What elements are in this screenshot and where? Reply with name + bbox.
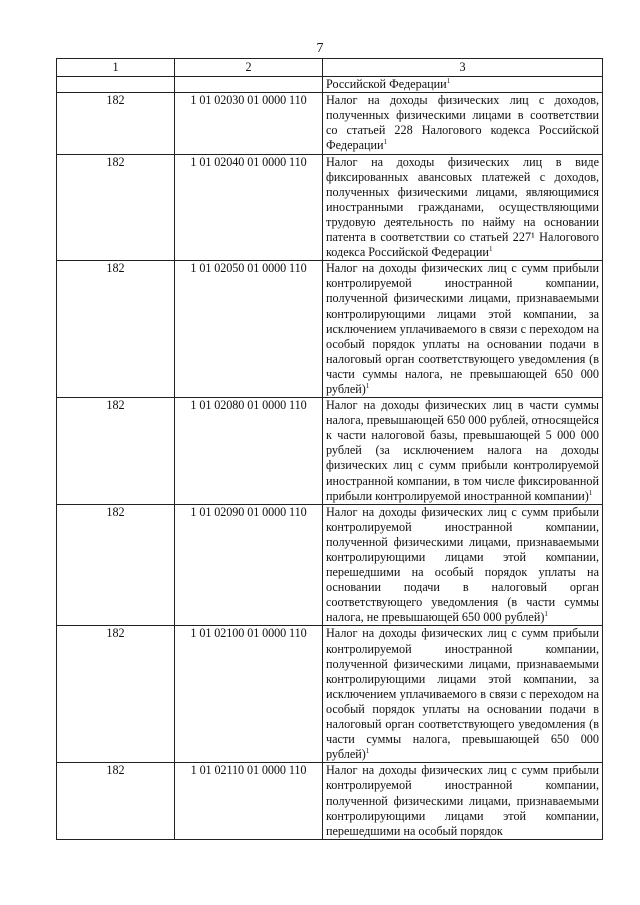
description-text: Налог на доходы физических лиц с сумм прибыли контролируемой иностранной компании, полученной физическими лицами, признаваемыми контролирующими лицами этой компании, перешедшими на особый порядок уплаты на основании подачи в налоговый орган соответствующего уведомления (в части суммы налога, не превышающей 650 000 рублей)	[326, 504, 599, 625]
header-col-2: 2	[175, 59, 323, 77]
admin-code-cell: 182	[57, 398, 175, 505]
footnote-mark: 1	[365, 381, 370, 390]
footnote-mark: 1	[488, 245, 493, 254]
continuation-text	[323, 77, 603, 93]
admin-code-cell: 182	[57, 261, 175, 398]
table-row	[57, 154, 603, 261]
footnote-mark: 1	[383, 138, 388, 147]
footnote-mark: 1	[446, 77, 451, 86]
budget-code-cell: 1 01 02080 01 0000 110	[175, 398, 323, 505]
admin-code-cell: 182	[57, 763, 175, 839]
description-text: Налог на доходы физических лиц с сумм прибыли контролируемой иностранной компании, полученной физическими лицами, признаваемыми контролирующими лицами этой компании, за исключением уплачиваемого в связи с переходом на особый порядок уплаты на основании подачи в налоговый орган соответствующего уведомления (в части суммы налога, не превышающей 650 000 рублей)	[326, 261, 599, 396]
admin-code-cell: 182	[57, 626, 175, 763]
continuation-row	[57, 77, 603, 93]
admin-code-cell: 182	[57, 93, 175, 154]
budget-code-cell: 1 01 02050 01 0000 110	[175, 261, 323, 398]
description-cell	[323, 504, 603, 626]
budget-code-cell: 1 01 02040 01 0000 110	[175, 154, 323, 261]
description-cell	[323, 93, 603, 154]
header-col-3: 3	[323, 59, 603, 77]
table-row	[57, 93, 603, 154]
page-number: 7	[316, 41, 324, 56]
description-cell	[323, 763, 603, 839]
table-row	[57, 626, 603, 763]
admin-code-cell: 182	[57, 154, 175, 261]
description-text: Налог на доходы физических лиц с сумм прибыли контролируемой иностранной компании, полученной физическими лицами, признаваемыми контролирующими лицами этой компании, за исключением уплачиваемого в связи с переходом на особый порядок уплаты на основании подачи в налоговый орган соответствующего уведомления (в части суммы налога, превышающей 650 000 рублей)	[326, 626, 599, 762]
table-row	[57, 398, 603, 505]
revenue-codes-table	[56, 58, 603, 840]
description-text: Налог на доходы физических лиц с доходов, полученных физическими лицами в соответствии со статьей 228 Налогового кодекса Российской Федерации	[326, 93, 599, 153]
table-body	[57, 77, 603, 840]
description-text: Налог на доходы физических лиц в виде фиксированных авансовых платежей с доходов, полученных физическими лицами, являющимися иностранными гражданами, осуществляющими трудовую деятельность по найму на основании патента в соответствии со статьей 227¹ Налогового кодекса Российской Федерации	[326, 154, 599, 260]
continuation-kbk	[175, 77, 323, 93]
admin-code-cell: 182	[57, 504, 175, 626]
budget-code-cell: 1 01 02100 01 0000 110	[175, 626, 323, 763]
table-row	[57, 763, 603, 839]
footnote-mark: 1	[544, 610, 548, 619]
table-header-row	[57, 59, 603, 77]
description-cell	[323, 398, 603, 505]
header-col-1: 1	[57, 59, 175, 77]
continuation-text-body: Российской Федерации	[326, 77, 447, 92]
footnote-mark: 1	[588, 488, 593, 497]
description-cell	[323, 154, 603, 261]
description-text: Налог на доходы физических лиц в части суммы налога, превышающей 650 000 рублей, относящейся к части налоговой базы, превышающей 5 000 000 рублей (за исключением налога на доходы физических лиц с сумм прибыли контролируемой иностранной компании, в том числе фиксированной прибыли контролируемой иностранной компании)	[326, 398, 599, 503]
budget-code-cell: 1 01 02090 01 0000 110	[175, 504, 323, 626]
budget-code-cell: 1 01 02030 01 0000 110	[175, 93, 323, 154]
description-cell	[323, 261, 603, 398]
budget-code-cell: 1 01 02110 01 0000 110	[175, 763, 323, 839]
continuation-admin-code	[57, 77, 175, 93]
table-row	[57, 261, 603, 398]
description-cell	[323, 626, 603, 763]
table-row	[57, 504, 603, 626]
description-text: Налог на доходы физических лиц с сумм прибыли контролируемой иностранной компании, полученной физическими лицами, признаваемыми контролирующими лицами этой компании, перешедшими на особый порядок	[326, 763, 599, 838]
footnote-mark: 1	[365, 747, 370, 756]
